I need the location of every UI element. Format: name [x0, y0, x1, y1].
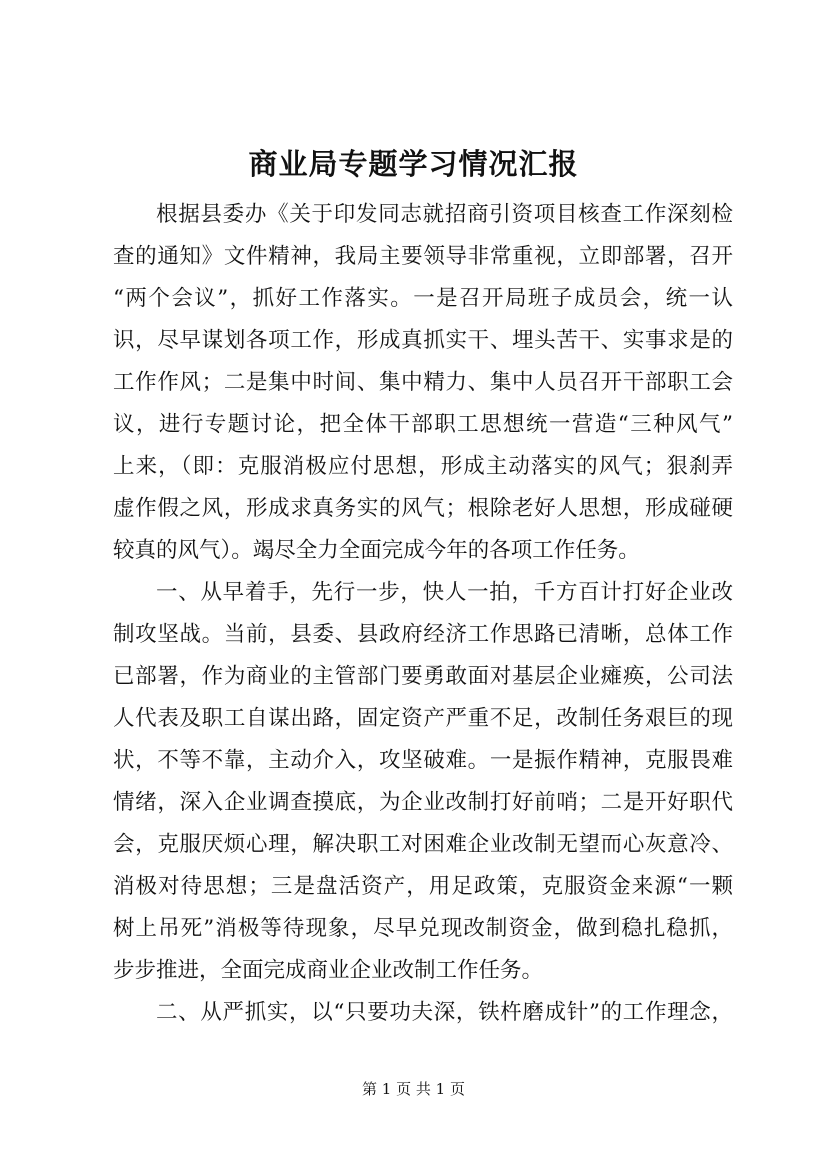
- paragraph-1-line-1: 根据县委办《关于印发同志就招商引资项目核查工作深刻检: [156, 202, 733, 227]
- paragraph-2-line-4: 人代表及职工自谋出路，固定资产严重不足，改制任务艰巨的现: [113, 706, 733, 731]
- paragraph-2-line-7: 会，克服厌烦心理，解决职工对困难企业改制无望而心灰意冷、: [113, 832, 733, 857]
- paragraph-2-line-10: 步步推进，全面完成商业企业改制工作任务。: [113, 958, 544, 983]
- paragraph-1-line-4: 识，尽早谋划各项工作，形成真抓实干、埋头苦干、实事求是的: [113, 328, 733, 353]
- paragraph-1-line-3: “两个会议”，抓好工作落实。一是召开局班子成员会，统一认: [113, 286, 733, 311]
- page-number-footer: 第 1 页 共 1 页: [362, 1080, 465, 1098]
- paragraph-2-line-8: 消极对待思想；三是盘活资产，用足政策，克服资金来源“一颗: [113, 874, 733, 899]
- paragraph-1-line-2: 查的通知》文件精神，我局主要领导非常重视，立即部署，召开: [113, 244, 733, 269]
- paragraph-1-line-5: 工作作风；二是集中时间、集中精力、集中人员召开干部职工会: [113, 370, 733, 395]
- document-title: 商业局专题学习情况汇报: [248, 147, 579, 181]
- paragraph-1-line-7: 上来，（即：克服消极应付思想，形成主动落实的风气；狠刹弄: [113, 454, 733, 479]
- paragraph-2-line-5: 状，不等不靠，主动介入，攻坚破难。一是振作精神，克服畏难: [113, 748, 733, 773]
- paragraph-2-line-6: 情绪，深入企业调查摸底，为企业改制打好前哨；二是开好职代: [113, 790, 733, 815]
- paragraph-2-line-3: 已部署，作为商业的主管部门要勇敢面对基层企业瘫痪，公司法: [113, 664, 733, 689]
- paragraph-2-line-2: 制攻坚战。当前，县委、县政府经济工作思路已清晰，总体工作: [113, 622, 733, 647]
- document-body: [113, 194, 733, 1034]
- paragraph-1-line-9: 较真的风气）。竭尽全力全面完成今年的各项工作任务。: [113, 538, 640, 563]
- paragraph-2-line-9: 树上吊死”消极等待现象，尽早兑现改制资金，做到稳扎稳抓，: [113, 916, 733, 941]
- paragraph-1-line-6: 议，进行专题讨论，把全体干部职工思想统一营造“三种风气”: [113, 412, 733, 437]
- paragraph-2-line-1: 一、从早着手，先行一步，快人一拍，千方百计打好企业改: [156, 580, 733, 605]
- paragraph-3-line-1: 二、从严抓实，以“只要功夫深，铁杵磨成针”的工作理念，: [156, 1000, 733, 1025]
- paragraph-1-line-8: 虚作假之风，形成求真务实的风气；根除老好人思想，形成碰硬: [113, 496, 733, 521]
